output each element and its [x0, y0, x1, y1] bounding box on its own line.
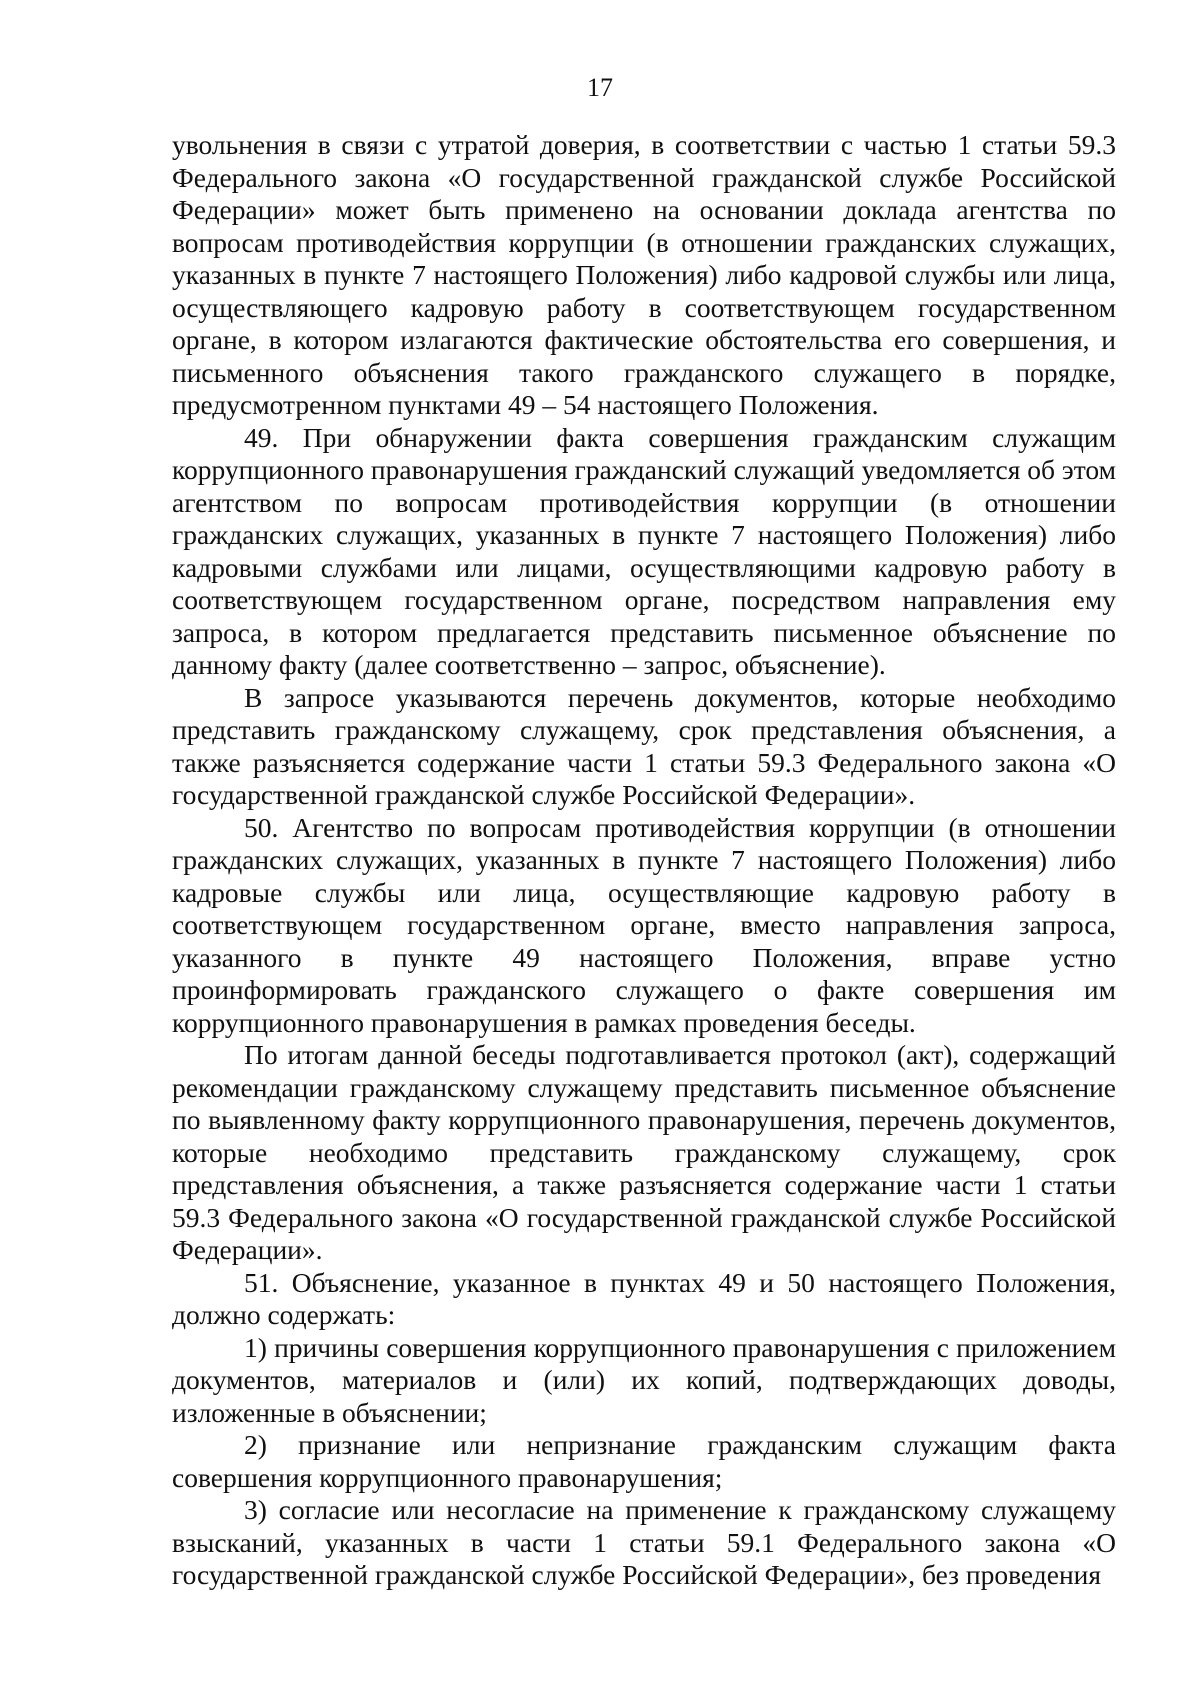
page-number: 17	[587, 73, 613, 102]
list-item-2: 2) признание или непризнание гражданским служащим факта совершения коррупционного правонарушения;	[172, 1429, 1116, 1493]
paragraph-conversation-protocol: По итогам данной беседы подготавливается протокол (акт), содержащий рекомендации гражданскому служащему представить письменное объяснение по выявленному факту коррупционного правонарушения, перечень документов, которые необходимо представить гражданскому служащему, срок представления объяснения, а также разъясняется содержание части 1 статьи 59.3 Федерального закона «О государственной гражданской службе Российской Федерации».	[172, 1039, 1116, 1265]
paragraph-item-49: 49. При обнаружении факта совершения гражданским служащим коррупционного правонарушения гражданский служащий уведомляется об этом агентством по вопросам противодействия коррупции (в отношении гражданских служащих, указанных в пункте 7 настоящего Положения) либо кадровыми службами или лицами, осуществляющими кадровую работу в соответствующем государственном органе, посредством направления ему запроса, в котором предлагается представить письменное объяснение по данному факту (далее соответственно – запрос, объяснение).	[172, 421, 1116, 680]
list-item-1: 1) причины совершения коррупционного правонарушения с приложением документов, материалов и (или) их копий, подтверждающих доводы, изложенные в объяснении;	[172, 1331, 1116, 1428]
paragraph-request-contents: В запросе указываются перечень документов, которые необходимо представить гражданскому служащему, срок представления объяснения, а также разъясняется содержание части 1 статьи 59.3 Федерального закона «О государственной гражданской службе Российской Федерации».	[172, 681, 1116, 810]
list-item-3: 3) согласие или несогласие на применение к гражданскому служащему взысканий, указанных в части 1 статьи 59.1 Федерального закона «О государственной гражданской службе Российской Федерации», без проведения	[172, 1494, 1116, 1590]
document-body	[172, 129, 1116, 1592]
paragraph-item-50: 50. Агентство по вопросам противодействия коррупции (в отношении гражданских служащих, указанных в пункте 7 настоящего Положения) либо кадровые службы или лица, осуществляющие кадровую работу в соответствующем государственном органе, вместо направления запроса, указанного в пункте 49 настоящего Положения, вправе устно проинформировать гражданского служащего о факте совершения им коррупционного правонарушения в рамках проведения беседы.	[172, 811, 1116, 1038]
paragraph-continuation: увольнения в связи с утратой доверия, в соответствии с частью 1 статьи 59.3 Федерального закона «О государственной гражданской службе Российской Федерации» может быть применено на основании доклада агентства по вопросам противодействия коррупции (в отношении гражданских служащих, указанных в пункте 7 настоящего Положения) либо кадровой службы или лица, осуществляющего кадровую работу в соответствующем государственном органе, в котором излагаются фактические обстоятельства его совершения, и письменного объяснения такого гражданского служащего в порядке, предусмотренном пунктами 49 – 54 настоящего Положения.	[172, 129, 1116, 420]
paragraph-item-51: 51. Объяснение, указанное в пунктах 49 и 50 настоящего Положения, должно содержать:	[172, 1266, 1116, 1330]
